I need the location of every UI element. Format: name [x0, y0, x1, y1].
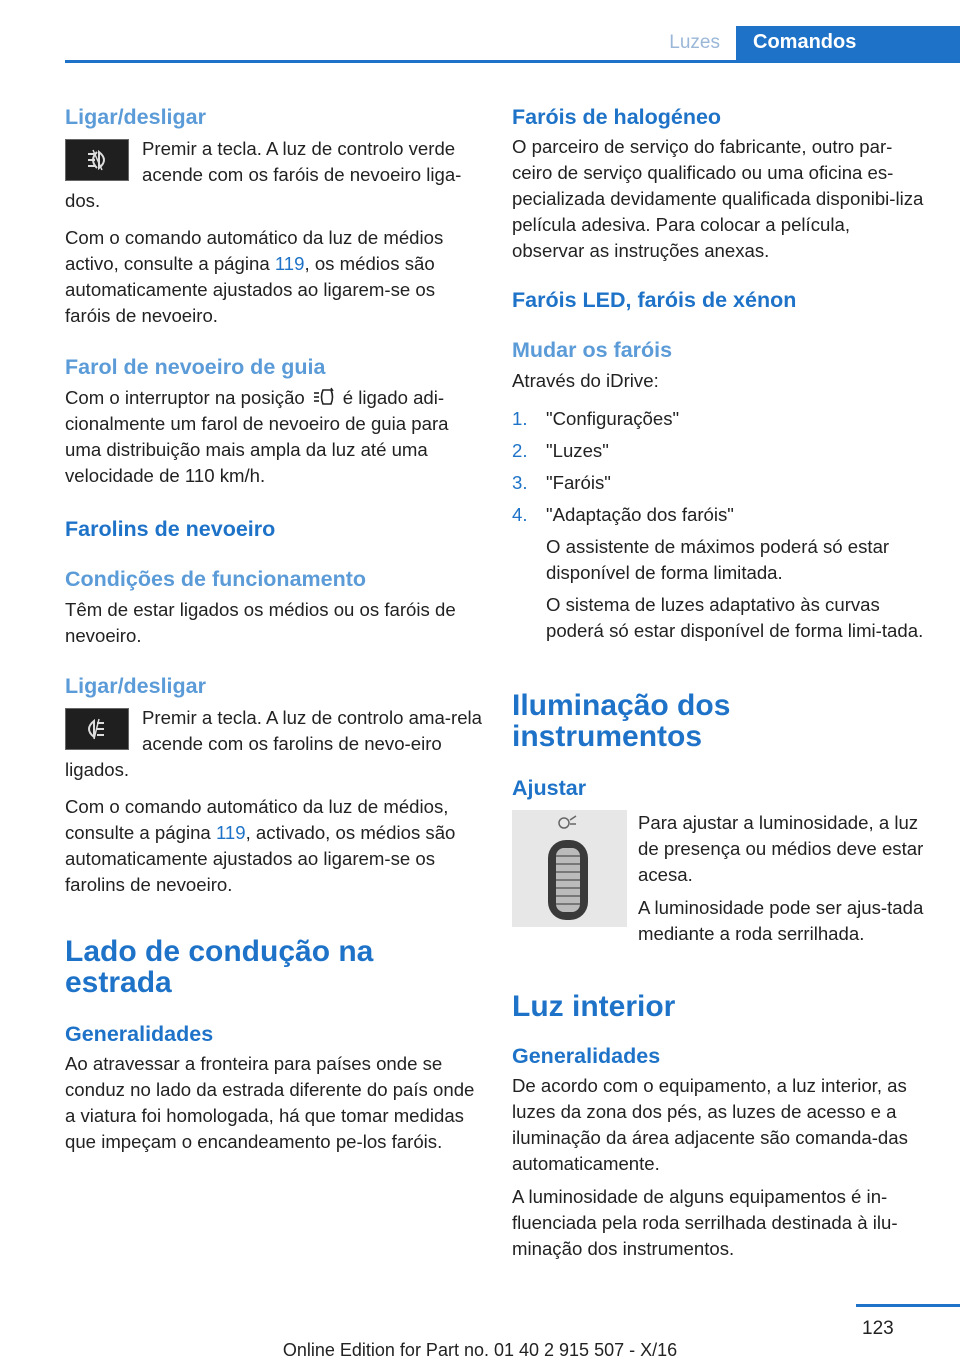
rear-fog-light-icon	[66, 709, 128, 749]
heading-condicoes: Condições de funcionamento	[65, 567, 367, 591]
heading-ajustar: Ajustar	[512, 776, 587, 800]
header-section-tab	[0, 26, 736, 60]
list-note: O sistema de luzes adaptativo às curvas poderá só estar disponível de forma limi-tada.	[546, 594, 924, 641]
left-column	[65, 103, 485, 1155]
steps-list	[512, 406, 924, 644]
list-item: 3. "Faróis"	[512, 472, 611, 493]
text-generalidades-left: Ao atravessar a fronteira para países onde se conduz no lado da estrada diferente do país onde a viatura foi homologada, há que tomar medidas que impeçam o encandeamento pe-los faróis.	[65, 1053, 475, 1152]
text-halogeneo: O parceiro de serviço do fabricante, outro par-ceiro de serviço qualificado ou uma oficina es-pecializada devidamente qualificada disponibi-liza película adesiva. Para colocar a película, observar as instruções anexas.	[512, 136, 924, 261]
text-ligar-2: Premir a tecla. A luz de controlo ama-rela acende com os farolins de nevo-eiro ligados.	[65, 707, 483, 780]
footer-edition: Online Edition for Part no. 01 40 2 915 507 - X/16	[282, 1340, 678, 1360]
guide-fog-light-icon	[311, 387, 337, 407]
page-link-119-a[interactable]: 119	[274, 253, 305, 274]
list-item: 4. "Adaptação dos faróis"	[512, 504, 734, 525]
text-auto-1: Com o comando automático da luz de médios activo, consulte a página 119, os médios são automaticamente ajustados ao ligarem-se os faróis de nevoeiro.	[65, 227, 444, 326]
text-ajustar-1: Para ajustar a luminosidade, a luz de presença ou médios deve estar acesa.	[638, 812, 924, 885]
list-note: O assistente de máximos poderá só estar disponível de forma limitada.	[546, 536, 890, 583]
instrument-dimmer-wheel-icon	[512, 810, 627, 927]
heading-halogeneo: Faróis de halogéneo	[512, 105, 722, 129]
heading-farol-guia: Farol de nevoeiro de guia	[65, 355, 326, 379]
heading-luz-interior: Luz interior	[512, 990, 676, 1023]
heading-lado-conducao: Lado de condução na estrada	[65, 935, 374, 999]
front-fog-light-icon	[66, 140, 128, 180]
page-link-119-b[interactable]: 119	[215, 822, 246, 843]
text-condicoes: Têm de estar ligados os médios ou os faróis de nevoeiro.	[65, 599, 456, 646]
text-farol-guia: Com o interruptor na posição é ligado adi-cionalmente um farol de nevoeiro de guia para uma distribuição mais ampla da luz até uma velocidade de 110 km/h.	[65, 387, 449, 486]
text-ajustar-2: A luminosidade pode ser ajus-tada mediante a roda serrilhada.	[638, 897, 924, 944]
text-generalidades-right-1: De acordo com o equipamento, a luz interior, as luzes da zona dos pés, as luzes de acesso e a iluminação da área adjacente são comanda-das automaticamente.	[512, 1075, 908, 1174]
header-chapter-label: Comandos	[753, 31, 857, 53]
heading-led-xenon: Faróis LED, faróis de xénon	[512, 288, 797, 312]
right-column	[512, 103, 924, 1262]
text-idrive: Através do iDrive:	[512, 370, 659, 391]
footer-rule	[856, 1304, 960, 1307]
heading-ligar-desligar-1: Ligar/desligar	[65, 105, 206, 129]
header-chapter-tab	[736, 26, 960, 60]
page-number: 123	[862, 1318, 894, 1339]
text-auto-2: Com o comando automático da luz de médios, consulte a página 119, activado, os médios são automaticamente ajustados ao ligarem-se os farolins de nevoeiro.	[65, 796, 456, 895]
front-fog-light-button	[65, 139, 129, 181]
heading-generalidades-left: Generalidades	[65, 1022, 214, 1046]
heading-generalidades-right: Generalidades	[512, 1044, 661, 1068]
rear-fog-light-button	[65, 708, 129, 750]
list-item: 1. "Configurações"	[512, 408, 680, 429]
heading-mudar-farois: Mudar os faróis	[512, 338, 673, 362]
header-rule	[65, 60, 960, 63]
list-item: 2. "Luzes"	[512, 440, 609, 461]
dimmer-wheel-figure	[512, 810, 627, 927]
text-ligar-1: Premir a tecla. A luz de controlo verde acende com os faróis de nevoeiro liga-dos.	[65, 138, 462, 211]
header-section-label: Luzes	[669, 32, 720, 53]
heading-farolins: Farolins de nevoeiro	[65, 517, 276, 541]
heading-ligar-desligar-2: Ligar/desligar	[65, 674, 206, 698]
text-generalidades-right-2: A luminosidade de alguns equipamentos é in-fluenciada pela roda serrilhada destinada à ilu-minação dos instrumentos.	[512, 1186, 898, 1259]
heading-iluminacao: Iluminação dos instrumentos	[512, 689, 731, 753]
